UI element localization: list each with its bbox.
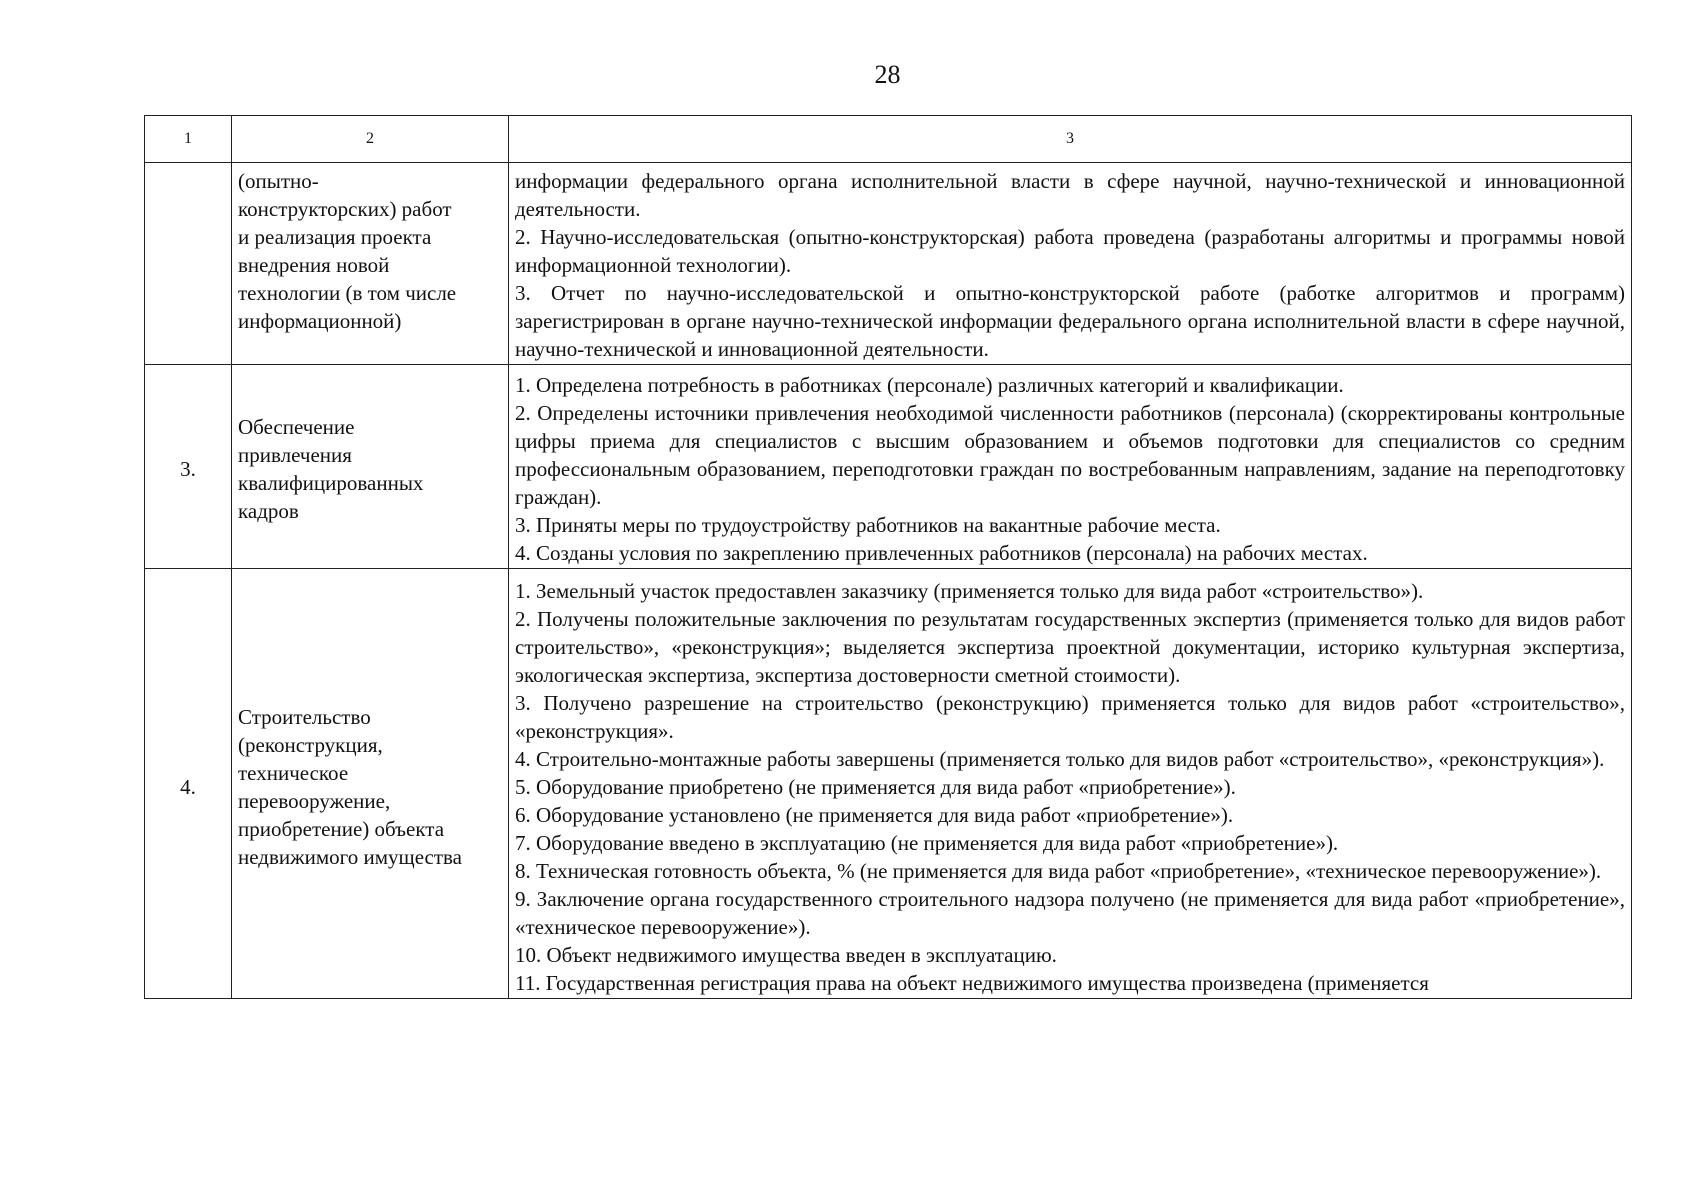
column-number-3: 3 bbox=[509, 116, 1632, 163]
activity-name-line: недвижимого имущества bbox=[238, 845, 462, 869]
table-row bbox=[145, 163, 1632, 365]
control-point-item: 1. Земельный участок предоставлен заказчику (применяется только для вида работ «строительство»). bbox=[515, 579, 1424, 603]
activity-name-line: и реализация проекта bbox=[238, 225, 432, 249]
control-point-item: информации федерального органа исполнительной власти в сфере научной, научно-технической и инновационной деятельности. bbox=[515, 169, 1625, 221]
activity-name-cell bbox=[232, 365, 509, 569]
control-point-item: 5. Оборудование приобретено (не применяется для вида работ «приобретение»). bbox=[515, 775, 1236, 799]
table-row bbox=[145, 569, 1632, 999]
activity-name-line: (опытно- bbox=[238, 169, 319, 193]
row-number: 3. bbox=[145, 365, 232, 569]
column-number-1: 1 bbox=[145, 116, 232, 163]
activity-name-line: техническое bbox=[238, 761, 349, 785]
activity-name-line: внедрения новой bbox=[238, 253, 390, 277]
activity-name-line: Строительство bbox=[238, 705, 371, 729]
activity-name-line: конструкторских) работ bbox=[238, 197, 452, 221]
row-number: 4. bbox=[145, 569, 232, 999]
control-point-item: 4. Созданы условия по закреплению привлеченных работников (персонала) на рабочих местах. bbox=[515, 541, 1368, 565]
table-header-row bbox=[145, 116, 1632, 163]
control-point-item: 3. Получено разрешение на строительство (реконструкцию) применяется только для видов работ «строительство», «реконструкция». bbox=[515, 691, 1625, 743]
activity-name-line: технологии (в том числе bbox=[238, 281, 457, 305]
activity-name-line: квалифицированных bbox=[238, 471, 424, 495]
activity-name-line: привлечения bbox=[238, 443, 352, 467]
control-point-item: 10. Объект недвижимого имущества введен в эксплуатацию. bbox=[515, 943, 1057, 967]
activity-name-line: кадров bbox=[238, 499, 299, 523]
control-point-item: 6. Оборудование установлено (не применяется для вида работ «приобретение»). bbox=[515, 803, 1234, 827]
activity-name-line: Обеспечение bbox=[238, 415, 355, 439]
activity-name-line: перевооружение, bbox=[238, 789, 391, 813]
row-number bbox=[145, 163, 232, 365]
activity-name-line: (реконструкция, bbox=[238, 733, 383, 757]
activity-name-line: информационной) bbox=[238, 309, 402, 333]
control-point-item: 11. Государственная регистрация права на объект недвижимого имущества произведена (применяется bbox=[515, 971, 1429, 995]
page-number: 28 bbox=[874, 60, 901, 89]
control-point-item: 2. Получены положительные заключения по результатам государственных экспертиз (применяется только для видов работ строительство», «реконструкция»; выделяется экспертиза проектной документации, историко культурная экспертиза, экологическая экспертиза, экспертиза достоверности сметной стоимости). bbox=[515, 607, 1625, 687]
table-row bbox=[145, 365, 1632, 569]
control-points-cell bbox=[509, 569, 1632, 999]
control-point-item: 3. Отчет по научно-исследовательской и опытно-конструкторской работе (работке алгоритмов и программ) зарегистрирован в органе научно-технической информации федерального органа исполнительной власти в сфере научной, научно-технической и инновационной деятельности. bbox=[515, 281, 1625, 361]
control-point-item: 2. Определены источники привлечения необходимой численности работников (персонала) (скорректированы контрольные цифры приема для специалистов с высшим образованием и объемов подготовки для специалистов со средним профессиональным образованием, переподготовки граждан по востребованным направлениям, задание на переподготовку граждан). bbox=[515, 401, 1625, 509]
control-point-item: 8. Техническая готовность объекта, % (не применяется для вида работ «приобретение», «техническое перевооружение»). bbox=[515, 859, 1602, 883]
requirements-table bbox=[144, 115, 1632, 999]
control-point-item: 3. Приняты меры по трудоустройству работников на вакантные рабочие места. bbox=[515, 513, 1221, 537]
control-point-item: 4. Строительно-монтажные работы завершены (применяется только для видов работ «строительство», «реконструкция»). bbox=[515, 747, 1605, 771]
activity-name-cell bbox=[232, 163, 509, 365]
control-point-item: 7. Оборудование введено в эксплуатацию (не применяется для вида работ «приобретение»). bbox=[515, 831, 1339, 855]
activity-name-line: приобретение) объекта bbox=[238, 817, 445, 841]
control-point-item: 1. Определена потребность в работниках (персонале) различных категорий и квалификации. bbox=[515, 373, 1344, 397]
column-number-2: 2 bbox=[232, 116, 509, 163]
control-point-item: 9. Заключение органа государственного строительного надзора получено (не применяется для вида работ «приобретение», «техническое перевооружение»). bbox=[515, 887, 1625, 939]
activity-name-cell bbox=[232, 569, 509, 999]
control-points-cell bbox=[509, 365, 1632, 569]
control-points-cell bbox=[509, 163, 1632, 365]
control-point-item: 2. Научно-исследовательская (опытно-конструкторская) работа проведена (разработаны алгоритмы и программы новой информационной технологии). bbox=[515, 225, 1625, 277]
